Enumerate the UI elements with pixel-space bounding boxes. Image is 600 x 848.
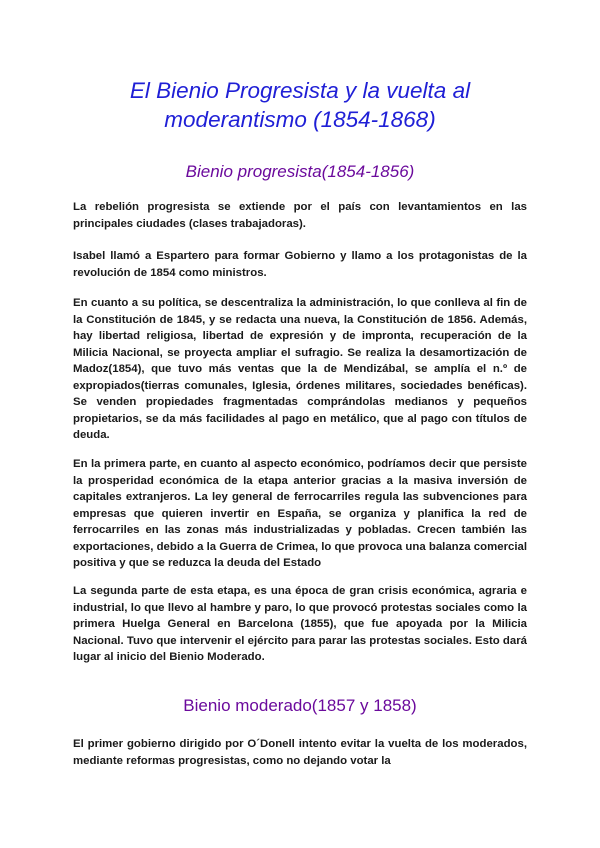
paragraph: En la primera parte, en cuanto al aspecto económico, podríamos decir que persiste la prosperidad económica de la etapa anterior gracias a la masiva inversión de capitales extranjeros. La ley general de ferrocarriles regula las subvenciones para empresas que quieren invertir en España, se organiza y planifica la red de ferrocarriles en las zonas más industrializadas y pobladas. Crecen también las exportaciones, debido a la Guerra de Crimea, lo que provoca una balanza comercial positiva y que se reduzca la deuda del Estado	[73, 458, 527, 569]
section-heading-bienio-progresista: Bienio progresista(1854-1856)	[185, 162, 415, 181]
paragraph: Isabel llamó a Espartero para formar Gobierno y llamo a los protagonistas de la revolución de 1854 como ministros.	[73, 250, 527, 279]
document-title: El Bienio Progresista y la vuelta al moderantismo (1854-1868)	[129, 78, 471, 132]
section-heading-bienio-moderado: Bienio moderado(1857 y 1858)	[183, 696, 417, 715]
paragraph: El primer gobierno dirigido por O´Donell intento evitar la vuelta de los moderados, mediante reformas progresistas, como no dejando votar la	[73, 738, 527, 767]
paragraph: La rebelión progresista se extiende por el país con levantamientos en las principales ciudades (clases trabajadoras).	[73, 201, 527, 230]
paragraph: En cuanto a su política, se descentraliza la administración, lo que conlleva al fin de la Constitución de 1845, y se redacta una nueva, la Constitución de 1856. Además, hay libertad religiosa, libertad de expresión y de impronta, recuperación de la Milicia Nacional, se proyecta ampliar el sufragio. Se realiza la desamortización de Madoz(1854), que tuvo más ventas que la de Mendizábal, se amplía el n.º de expropiados(tierras comunales, Iglesia, órdenes militares, sociedades benéficas). Se venden propiedades fragmentadas comprándolas medianos y pequeños propietarios, se da más facilidades al pago en metálico, que al pago con títulos de deuda.	[73, 297, 527, 441]
paragraph: La segunda parte de esta etapa, es una época de gran crisis económica, agraria e industrial, lo que llevo al hambre y paro, lo que provocó protestas sociales como la primera Huelga General en Barcelona (1855), que fue apoyada por la Milicia Nacional. Tuvo que intervenir el ejército para parar las protestas sociales. Esto dará lugar al inicio del Bienio Moderado.	[73, 585, 527, 663]
